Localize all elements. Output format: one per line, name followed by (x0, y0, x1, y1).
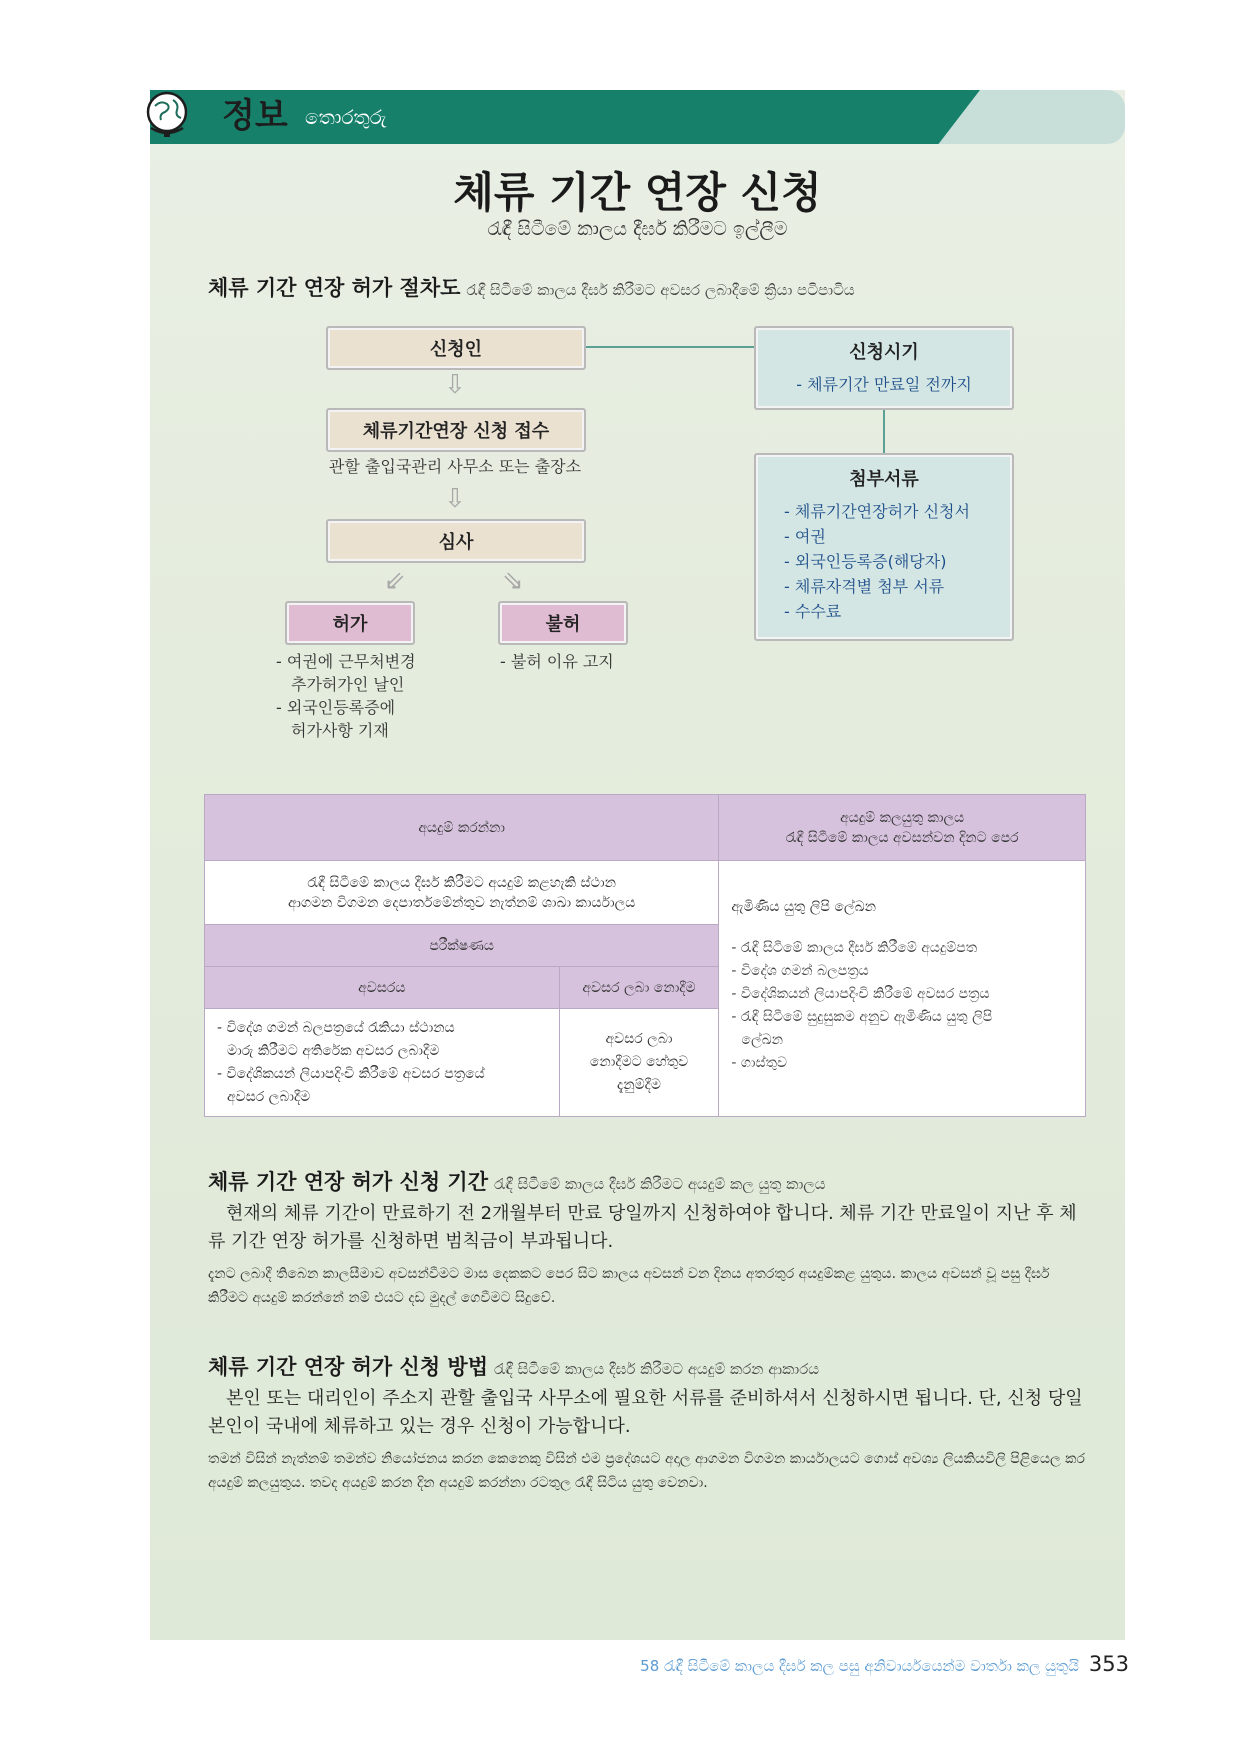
table-docs-list (731, 937, 1073, 1075)
approve-note-line: - 외국인등록증에 (276, 698, 396, 717)
flow-receipt: 체류기간연장 신청 접수 (326, 408, 586, 452)
approve-note-line: 추가허가인 날인 (291, 675, 405, 694)
table-office-line: ආගමන විගමන දෙපාර්තමේන්තුව නැත්නම් ශාඛා කාර්යාලය (288, 894, 636, 911)
flow-timing-item: - 체류기간 만료일 전까지 (796, 375, 972, 394)
arrow-down-icon: ⇩ (444, 484, 466, 514)
header-label-ko: 정보 (222, 96, 288, 136)
page-title: 체류 기간 연장 신청 (453, 168, 822, 217)
table-office-cell (205, 861, 719, 925)
document-item: - 체류기간연장허가 신청서 (784, 502, 970, 521)
section-heading-si: රැඳී සිටීමේ කාලය දීර්ඝ කිරීමට අයදුම් කල යුතු කාලය (494, 1175, 826, 1193)
section-heading-method (208, 1351, 819, 1381)
flow-deny-note: - 불허 이유 고지 (500, 652, 614, 671)
table-no-permit-line: දැනුම්දීම (617, 1077, 661, 1093)
table-no-permit-line: නොදීමට හේතුව (589, 1054, 689, 1070)
page-number: 353 (1088, 1652, 1129, 1676)
table-no-permit-line: අවසර ලබා (605, 1031, 673, 1047)
globe-icon (143, 90, 191, 140)
document-item: - 외국인등록증(해당자) (784, 552, 947, 571)
table-permit-item: - විදේශ ගමන් බලපත්‍රයේ රැකියා ස්ථානය (217, 1019, 455, 1036)
flow-timing (754, 326, 1014, 410)
section-body-ko: 현재의 체류 기간이 만료하기 전 2개월부터 만료 당일까지 신청하여야 합니다. 체류 기간 만료일이 지난 후 체류 기간 연장 허가를 신청하면 범칙금이 부과됩니다. (208, 1203, 1077, 1252)
section-heading-si: රැඳී සිටීමේ කාලය දීර්ඝ කිරීමට අවසර ලබාදීමේ ක්‍රියා පටිපාටිය (466, 281, 855, 299)
table-header-period-line: අයදුම් කලයුතු කාලය (840, 809, 965, 826)
approve-note-line: 허가사항 기재 (291, 721, 389, 740)
table-permit-item: අවසර ලබාදීම (227, 1088, 311, 1105)
table-no-permit-cell (559, 1009, 719, 1117)
table-header-period (719, 795, 1086, 861)
table-docs-cell (719, 861, 1086, 1117)
table-docs-title: ඇමිණිය යුතු ලිපි ලේඛන (731, 899, 876, 915)
arrow-down-left-icon: ⇙ (384, 566, 406, 596)
table-doc-item: ලේඛන (741, 1032, 784, 1048)
table-office-line: රැඳී සිටීමේ කාලය දීර්ඝ කිරීමට අයදුම් කළහැකි ස්ථාන (307, 874, 617, 891)
section-heading-ko: 체류 기간 연장 허가 신청 기간 (208, 1170, 488, 1194)
table-header-applicant: අයදුම් කරන්නා (205, 795, 719, 861)
document-item: - 체류자격별 첨부 서류 (784, 577, 945, 596)
connector-line (883, 409, 885, 453)
section-heading-period (208, 1166, 826, 1196)
table-doc-item: - ගාස්තුව (731, 1055, 788, 1071)
table-doc-item: - රැඳී සිටීමේ සුදුසුකම අනුව ඇමිණිය යුතු ලිපි (731, 1009, 993, 1025)
section-body-si: දැනට ලබාදී තිබෙන කාලසීමාව අවසන්වීමට මාස දෙකකට පෙර සිට කාලය අවසන් වන දිනය අතරතුර අයදුම්කළ යුතුය. කාලය අවසන් වූ පසු දීර්ඝ කිරීමට අයදුම් කරන්නේ නම් එයට දඩ මුදල් ගෙවීමට සිදුවේ. (208, 1266, 1050, 1306)
table-header-period-line: රැඳී සිටීමේ කාලය අවසන්වන දිනට පෙර (785, 829, 1019, 846)
section-heading-si: රැඳී සිටීමේ කාලය දීර්ඝ කිරීමට අයදුම් කරන ආකාරය (494, 1360, 820, 1378)
page-subtitle: රැඳී සිටීමේ කාලය දීර්ඝ කිරීමට ඉල්ලීම (487, 218, 788, 240)
table-doc-item: - රැඳී සිටීමේ කාලය දීර්ඝ කිරීමේ අයදුම්පත (731, 940, 978, 956)
footer-text: 58 රැඳී සිටීමේ කාලය දීර්ඝ කල පසු අනිවාර්යයෙන්ම වාර්තා කල යුතුයි (640, 1657, 1079, 1675)
section-body-si: තමන් විසින් නැත්නම් තමන්ව නියෝජනය කරන කෙනෙකු විසින් එම ප්‍රදේශයට අදාල ආගමන විගමන කාර්යාලයට ගොස් අවශ්‍ය ලියකියවිලි පිළියෙල කර අයදුම් කලයුතුය. තවද අයදුම් කරන දින අයදුම් කරන්නා රටතුල රැඳී සිටිය යුතු වෙනවා. (208, 1451, 1085, 1491)
flow-approve-notes (276, 650, 416, 742)
table-permit-cell (205, 1009, 560, 1117)
document-item: - 수수료 (784, 602, 842, 621)
flow-documents-title: 첨부서류 (849, 469, 919, 490)
section-body-ko: 본인 또는 대리인이 주소지 관할 출입국 사무소에 필요한 서류를 준비하셔서 신청하시면 됩니다. 단, 신청 당일 본인이 국내에 체류하고 있는 경우 신청이 가능합니다. (208, 1388, 1083, 1437)
flow-documents (754, 453, 1014, 641)
arrow-down-icon: ⇩ (444, 370, 466, 400)
procedure-table (204, 794, 1086, 1117)
table-doc-item: - විදේශිකයන් ලියාපදිංචි කිරීමේ අවසර පත්‍රය (731, 986, 990, 1002)
table-review-header: පරීක්ෂණය (205, 925, 719, 967)
flow-receipt-note: 관할 출입국관리 사무소 또는 출장소 (328, 457, 582, 476)
flow-applicant: 신청인 (326, 326, 586, 370)
table-permit-header: අවසරය (205, 967, 560, 1009)
table-permit-item: මාරු කිරීමට අතිරේක අවසර ලබාදීම (227, 1042, 440, 1059)
flow-timing-title: 신청시기 (849, 342, 919, 363)
document-item: - 여권 (784, 527, 826, 546)
flow-approve: 허가 (285, 601, 415, 645)
connector-line (584, 346, 754, 348)
section-heading-ko: 체류 기간 연장 허가 절차도 (208, 276, 461, 300)
arrow-down-right-icon: ⇘ (502, 566, 524, 596)
section-heading-ko: 체류 기간 연장 허가 신청 방법 (208, 1355, 488, 1379)
header-label-si: තොරතුරු (305, 105, 387, 129)
table-permit-item: - විදේශිකයන් ලියාපදිංචි කිරීමේ අවසර පත්‍රයේ (217, 1065, 485, 1082)
flow-deny: 불허 (498, 601, 628, 645)
table-no-permit-header: අවසර ලබා නොදීම (559, 967, 719, 1009)
flow-review: 심사 (326, 519, 586, 563)
section-heading-procedure (208, 272, 855, 302)
table-doc-item: - විදේශ ගමන් බලපත්‍රය (731, 963, 869, 979)
page-footer (640, 1652, 1129, 1676)
approve-note-line: - 여권에 근무처변경 (276, 652, 416, 671)
